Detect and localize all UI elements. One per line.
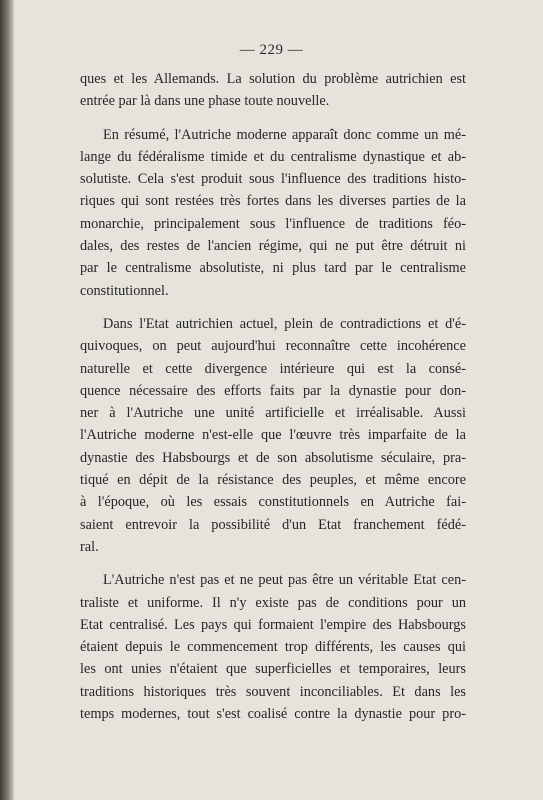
text-line: Etat centralisé. Les pays qui formaient l'empire des Habsbourgs: [80, 616, 466, 633]
text-line: quivoques, on peut aujourd'hui reconnaître cette incohérence: [80, 338, 466, 355]
text-line: tiqué en dépit de la résistance des peuples, et même encore: [80, 472, 466, 489]
text-line: ner à l'Autriche une unité artificielle et irréalisable. Aussi: [80, 405, 466, 422]
paragraph-3: [80, 313, 466, 558]
text-line: naturelle et cette divergence intérieure qui est la consé-: [80, 360, 466, 377]
text-line: solutiste. Cela s'est produit sous l'influence des traditions histo-: [80, 171, 466, 188]
text-line: En résumé, l'Autriche moderne apparaît donc comme un mé-: [103, 126, 466, 143]
text-line: constitutionnel.: [80, 282, 169, 299]
paragraph-2: [80, 124, 466, 302]
paragraph-4: [80, 569, 466, 725]
text-line: temps modernes, tout s'est coalisé contre la dynastie pour pro-: [80, 706, 466, 723]
text-line: quence nécessaire des efforts faits par la dynastie pour don-: [80, 382, 466, 399]
text-line: ral.: [80, 538, 99, 555]
text-line: ques et les Allemands. La solution du problème autrichien est: [80, 71, 466, 87]
text-line: l'Autriche moderne n'est-elle que l'œuvre très imparfaite de la: [80, 427, 466, 444]
text-line: monarchie, principalement sous l'influence de traditions féo-: [80, 215, 466, 232]
text-line: par le centralisme absolutiste, ni plus tard par le centralisme: [80, 260, 466, 277]
paragraph-1: [80, 68, 466, 113]
text-line: Dans l'Etat autrichien actuel, plein de contradictions et d'é-: [103, 315, 466, 332]
body-text: [80, 68, 466, 725]
text-line: dales, des restes de l'ancien régime, qui ne put être détruit ni: [80, 238, 466, 255]
text-line: saient entrevoir la possibilité d'un Etat franchement fédé-: [80, 516, 466, 533]
page-number: — 229 —: [239, 42, 304, 58]
text-line: lange du fédéralisme timide et du centralisme dynastique et ab-: [80, 148, 466, 165]
text-line: dynastie des Habsbourgs et de son absolutisme séculaire, pra-: [80, 449, 466, 466]
text-line: L'Autriche n'est pas et ne peut pas être un véritable Etat cen-: [103, 572, 466, 589]
text-line: traditions historiques très souvent inconciliables. Et dans les: [80, 683, 466, 700]
text-line: à l'époque, où les essais constitutionnels en Autriche fai-: [80, 494, 466, 511]
page-binding-shadow: [0, 0, 14, 800]
text-line: les ont unies n'étaient que superficielles et temporaires, leurs: [80, 661, 466, 678]
text-line: étaient depuis le commencement trop différents, les causes qui: [80, 639, 466, 656]
text-line: riques qui sont restées très fortes dans les diverses parties de la: [80, 193, 466, 210]
text-line: traliste et uniforme. Il n'y existe pas de conditions pour un: [80, 594, 466, 611]
text-line: entrée par là dans une phase toute nouvelle.: [80, 93, 330, 110]
